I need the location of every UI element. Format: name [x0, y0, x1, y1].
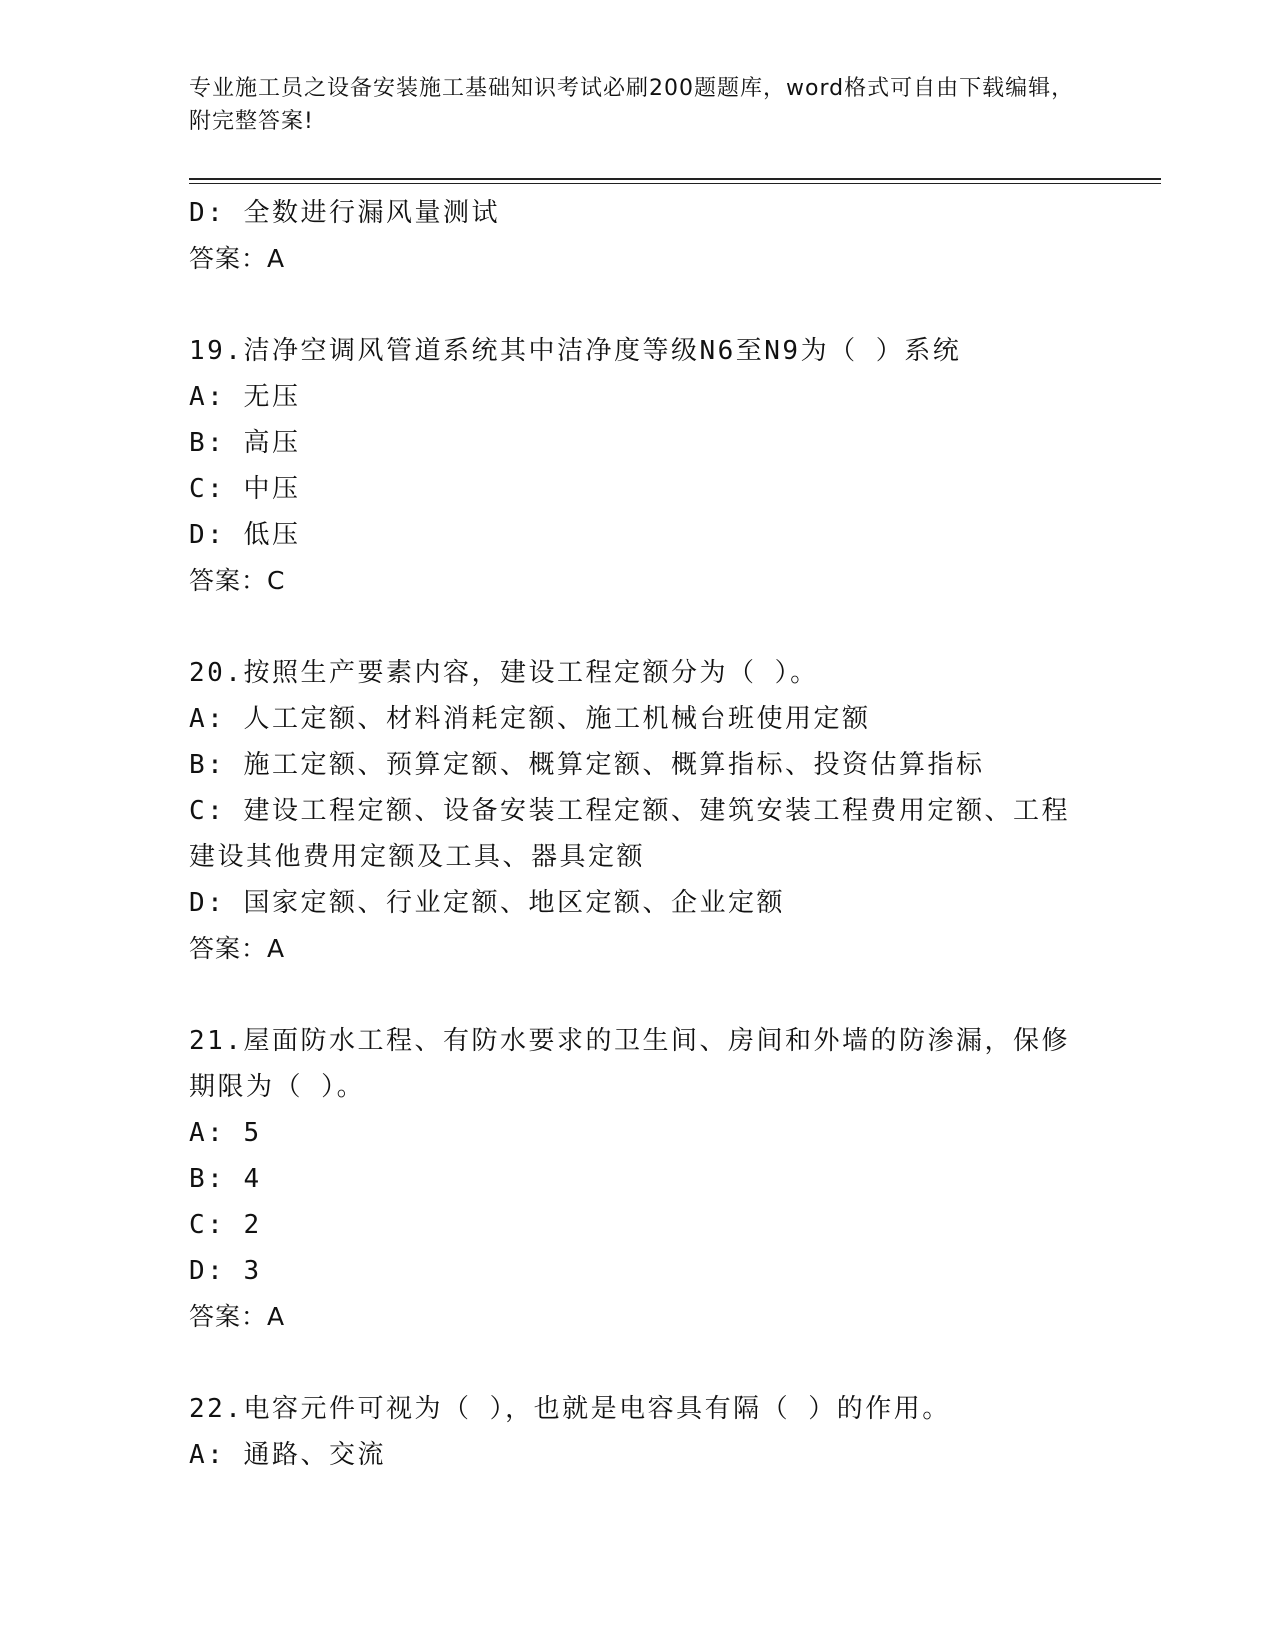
question-stem: 20.按照生产要素内容，建设工程定额分为（ ）。 — [189, 658, 819, 688]
question-content — [189, 190, 1089, 1478]
document-header: 专业施工员之设备安装施工基础知识考试必刷200题题库，word格式可自由下载编辑，附完整答案! — [189, 76, 1075, 134]
option-b: B: 高压 — [189, 428, 301, 458]
answer-line: 答案：A — [189, 934, 286, 963]
option-d: D: 低压 — [189, 520, 301, 550]
answer-line: 答案：A — [189, 1302, 286, 1331]
option-c: C: 2 — [189, 1210, 262, 1240]
header-rule-thin — [189, 183, 1161, 184]
answer-line: 答案：A — [189, 244, 286, 273]
option-c: C: 中压 — [189, 474, 301, 504]
spacer — [189, 972, 1089, 1018]
option-b: B: 施工定额、预算定额、概算定额、概算指标、投资估算指标 — [189, 750, 985, 780]
header-rule-thick — [189, 178, 1161, 180]
option-a: A: 人工定额、材料消耗定额、施工机械台班使用定额 — [189, 704, 871, 734]
option-a: A: 通路、交流 — [189, 1440, 386, 1470]
spacer — [189, 604, 1089, 650]
option-d: D: 3 — [189, 1256, 262, 1286]
spacer — [189, 282, 1089, 328]
spacer — [189, 1340, 1089, 1386]
answer-line: 答案：C — [189, 566, 286, 595]
question-stem: 19.洁净空调风管道系统其中洁净度等级N6至N9为（ ）系统 — [189, 336, 962, 366]
option-b: B: 4 — [189, 1164, 262, 1194]
option-d: D: 全数进行漏风量测试 — [189, 198, 500, 228]
option-a: A: 5 — [189, 1118, 262, 1148]
option-d: D: 国家定额、行业定额、地区定额、企业定额 — [189, 888, 785, 918]
question-stem: 22.电容元件可视为（ ），也就是电容具有隔（ ）的作用。 — [189, 1394, 951, 1424]
option-a: A: 无压 — [189, 382, 301, 412]
option-c: C: 建设工程定额、设备安装工程定额、建筑安装工程费用定额、工程建设其他费用定额及工具、器具定额 — [189, 796, 1070, 872]
question-stem: 21.屋面防水工程、有防水要求的卫生间、房间和外墙的防渗漏，保修期限为（ ）。 — [189, 1026, 1070, 1102]
